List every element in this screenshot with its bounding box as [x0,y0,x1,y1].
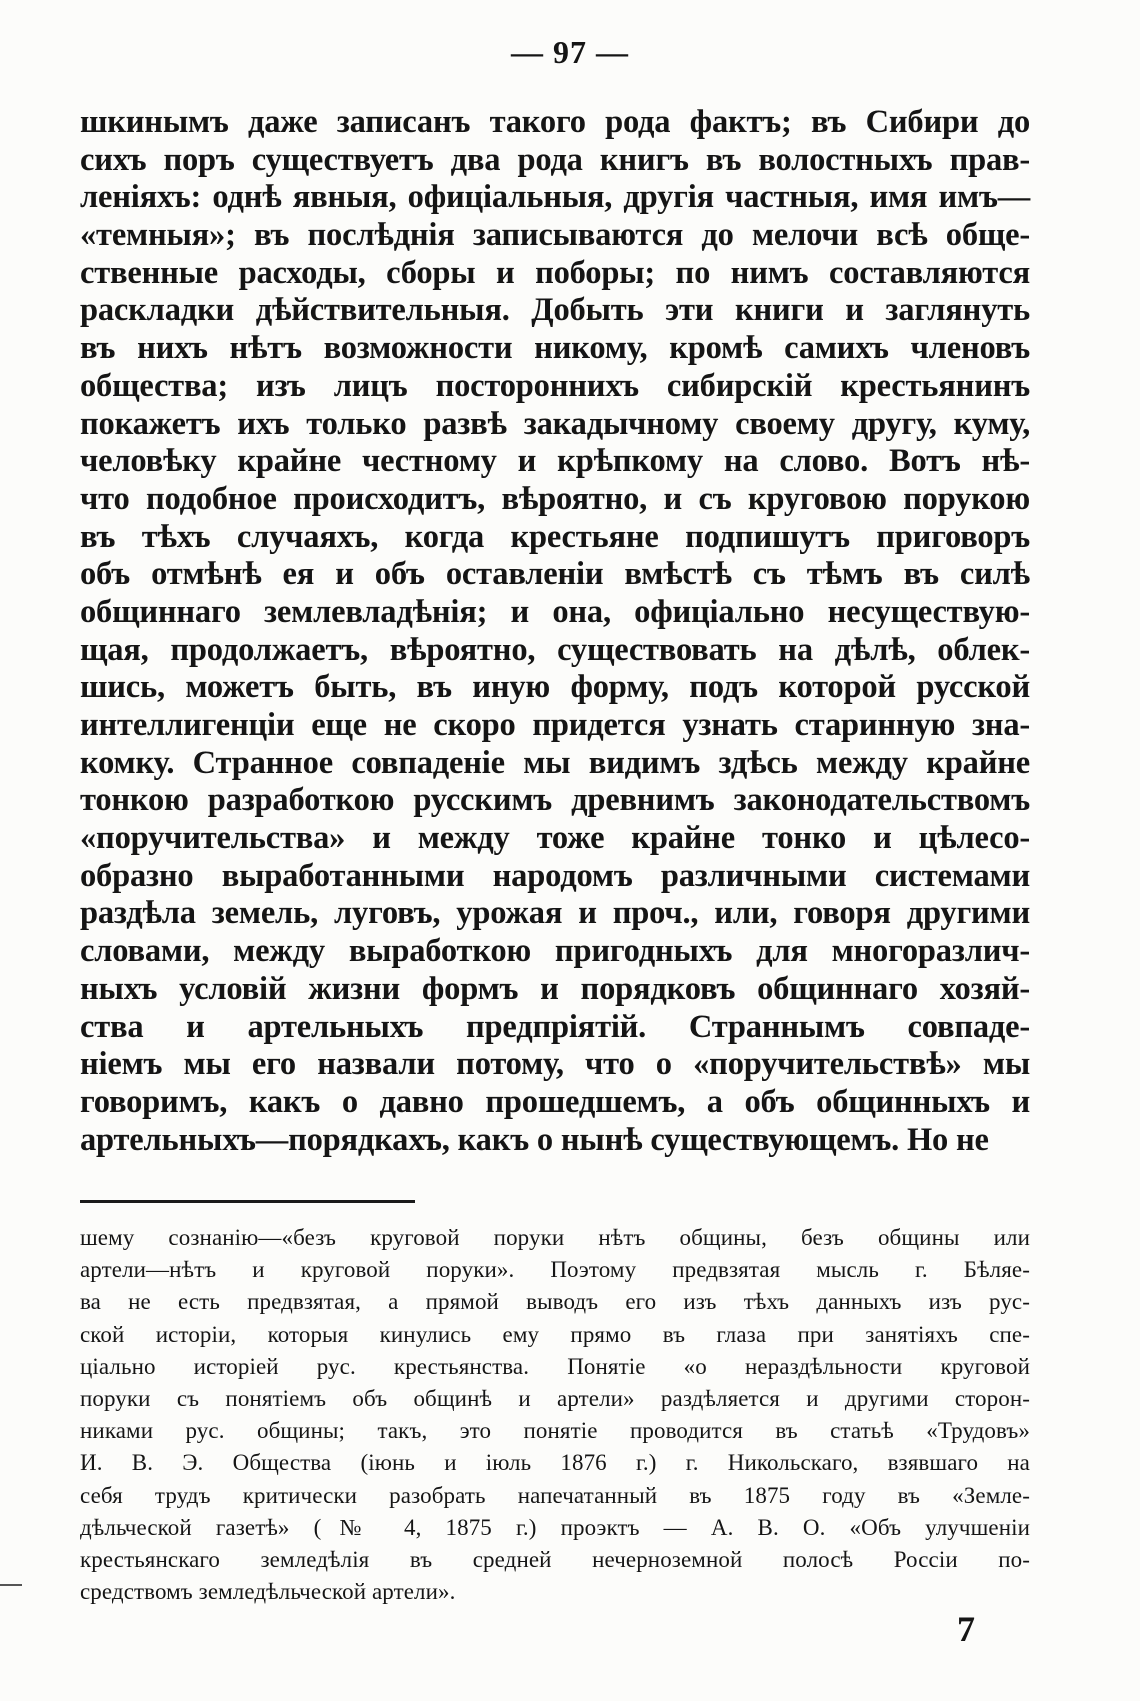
text-line: леніяхъ: однѣ явныя, офиціальныя, другія частныя, имя имъ— [80,179,1030,216]
page-number: — 97 — [511,34,629,70]
signature-mark: 7 [957,1609,975,1649]
footnote-line: дѣльческой газетѣ» (№ 4, 1875 г.) проэктъ — А. В. О. «Объ улучшеніи [80,1514,1030,1540]
main-text [80,104,1030,1159]
footnote-line: ва не есть предвзятая, а прямой выводъ его изъ тѣхъ данныхъ изъ рус- [80,1289,1030,1315]
text-line: сихъ поръ существуетъ два рода книгъ въ волостныхъ прав- [80,141,1030,178]
text-line: человѣку крайне честному и крѣпкому на слово. Вотъ нѣ- [80,443,1030,480]
text-line: интеллигенціи еще не скоро придется узнать старинную зна- [80,707,1030,743]
text-line: ственные расходы, сборы и поборы; по нимъ составляются [80,254,1030,291]
text-line: щая, продолжаетъ, вѣроятно, существовать на дѣлѣ, облек- [80,631,1030,668]
footnote-line: ской исторіи, которыя кинулись ему прямо въ глаза при занятіяхъ спе- [80,1321,1030,1347]
footnote-line: И. В. Э. Общества (іюнь и іюль 1876 г.) г. Никольскаго, взявшаго на [80,1450,1030,1476]
text-line: ніемъ мы его назвали потому, что о «поручительствѣ» мы [80,1046,1030,1083]
text-line: что подобное происходитъ, вѣроятно, и съ круговою порукою [80,480,1030,517]
text-line: покажетъ ихъ только развѣ закадычному своему другу, куму, [80,405,1030,442]
text-line: шкинымъ даже записанъ такого рода фактъ; въ Сибири до [80,104,1030,140]
footnote [80,1222,1030,1608]
text-line: комку. Странное совпаденіе мы видимъ здѣсь между крайне [80,744,1030,781]
text-line: ства и артельныхъ предпріятій. Страннымъ совпаде- [80,1008,1030,1045]
text-line: артельныхъ—порядкахъ, какъ о нынѣ существующемъ. Но не [80,1121,989,1158]
footnote-line: поруки съ понятіемъ объ общинѣ и артели» раздѣляется и другими сторон- [80,1385,1030,1411]
text-line: говоримъ, какъ о давно прошедшемъ, а объ общинныхъ и [80,1083,1030,1120]
footnote-divider [80,1200,415,1203]
text-line: общиннаго землевладѣнія; и она, офиціально несуществую- [80,593,1030,630]
text-line: «поручительства» и между тоже крайне тонко и цѣлесо- [80,820,1030,857]
text-line: словами, между выработкою пригодныхъ для многоразлич- [80,933,1030,970]
text-line: раздѣла земель, луговъ, урожая и проч., или, говоря другими [80,895,1030,932]
text-line: въ тѣхъ случаяхъ, когда крестьяне подпишутъ приговоръ [80,518,1030,555]
text-line: образно выработанными народомъ различными системами [80,857,1030,894]
text-line: раскладки дѣйствительныя. Добыть эти книги и заглянуть [80,292,1030,329]
margin-mark [0,1584,22,1586]
text-line: тонкою разработкою русскимъ древнимъ законодательствомъ [80,782,1030,819]
footnote-line: артели—нѣтъ и круговой поруки». Поэтому предвзятая мысль г. Бѣляе- [80,1257,1030,1283]
text-line: общества; изъ лицъ постороннихъ сибирскій крестьянинъ [80,367,1030,404]
footnote-line: шему сознанію—«безъ круговой поруки нѣтъ общины, безъ общины или [80,1225,1030,1250]
footnote-line: средствомъ земледѣльческой артели». [80,1579,456,1605]
text-line: «темныя»; въ послѣднія записываются до мелочи всѣ обще- [80,217,1030,254]
text-line: объ отмѣнѣ ея и объ оставленіи вмѣстѣ съ тѣмъ въ силѣ [80,556,1030,593]
text-line: въ нихъ нѣтъ возможности никому, кромѣ самихъ членовъ [80,330,1030,367]
footnote-line: никами рус. общины; такъ, это понятіе проводится въ статьѣ «Трудовъ» [80,1418,1030,1444]
text-line: ныхъ условій жизни формъ и порядковъ общиннаго хозяй- [80,970,1030,1007]
footnote-line: ціально исторіей рус. крестьянства. Понятіе «о нераздѣльности круговой [80,1353,1030,1379]
footnote-line: себя трудъ критически разобрать напечатанный въ 1875 году въ «Земле- [80,1482,1030,1508]
footnote-line: крестьянскаго земледѣлія въ средней нечерноземной полосѣ Россіи по- [80,1546,1030,1572]
text-line: шись, можетъ быть, въ иную форму, подъ которой русской [80,669,1030,706]
